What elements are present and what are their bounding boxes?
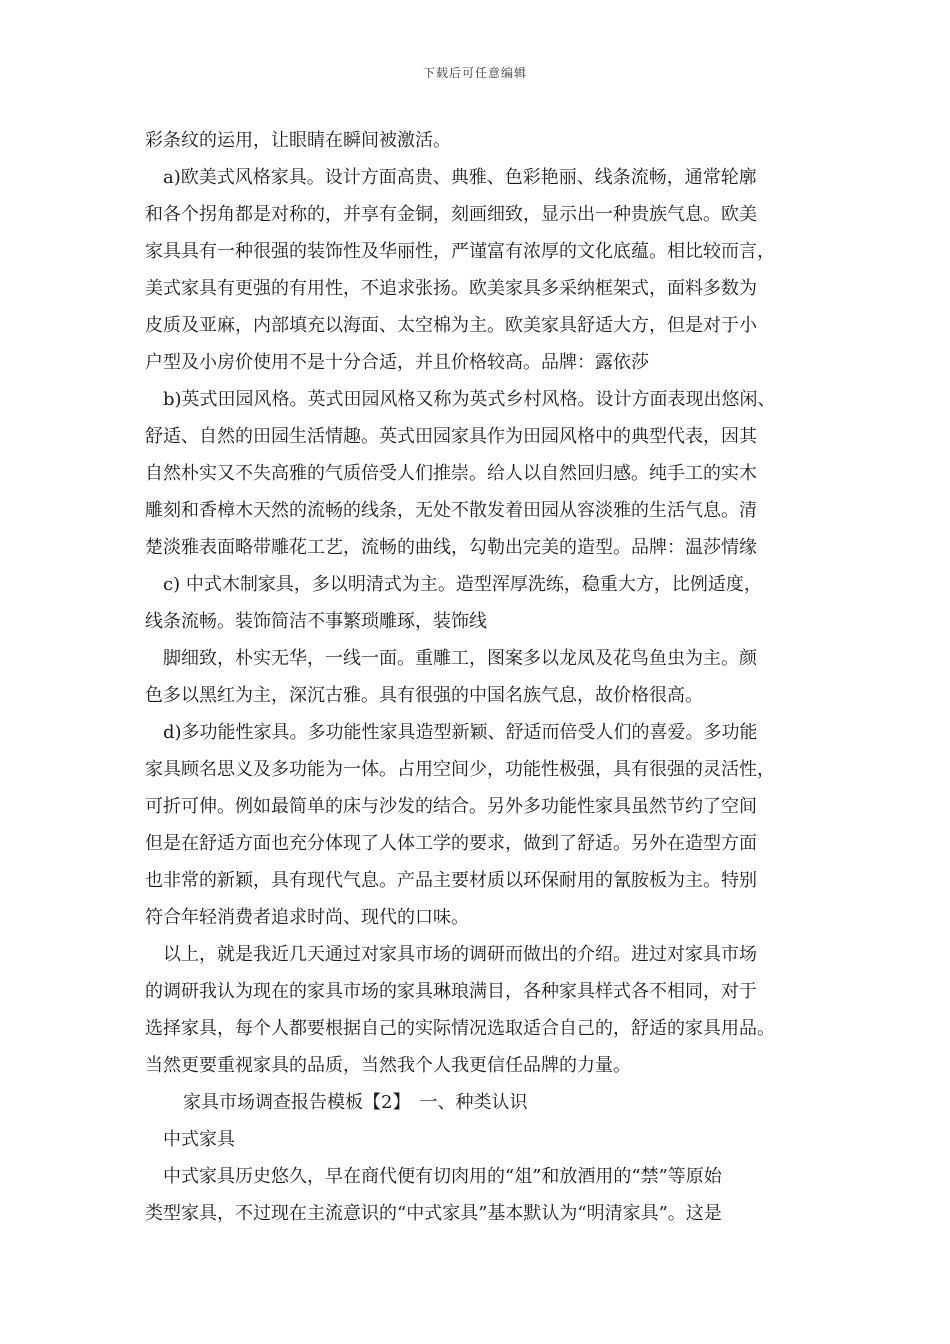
text-line: c) 中式木制家具，多以明清式为主。造型浑厚洗练，稳重大方，比例适度，: [163, 574, 762, 595]
text-line: 中式家具历史悠久，早在商代便有切肉用的“俎”和放酒用的“禁”等原始: [163, 1166, 722, 1187]
text-line: 类型家具，不过现在主流意识的“中式家具”基本默认为“明清家具”。这是: [145, 1203, 722, 1224]
text-line: a)欧美式风格家具。设计方面高贵、典雅、色彩艳丽、线条流畅，通常轮廓: [163, 167, 757, 188]
text-line: 符合年轻消费者追求时尚、现代的口味。: [145, 907, 469, 928]
text-line: 皮质及亚麻，内部填充以海面、太空棉为主。欧美家具舒适大方，但是对于小: [145, 315, 757, 336]
text-line: 色多以黑红为主，深沉古雅。具有很强的中国名族气息，故价格很高。: [145, 685, 703, 706]
text-line: b)英式田园风格。英式田园风格又称为英式乡村风格。设计方面表现出悠闲、: [163, 389, 776, 410]
text-line: 线条流畅。装饰简洁不事繁琐雕琢，装饰线: [145, 611, 487, 632]
document-body: [145, 122, 815, 1232]
text-line: 户型及小房价使用不是十分合适，并且价格较高。品牌：露依莎: [145, 352, 649, 373]
text-line: 自然朴实又不失高雅的气质倍受人们推崇。给人以自然回归感。纯手工的实木: [145, 463, 757, 484]
text-line: 家具具有一种很强的装饰性及华丽性，严谨富有浓厚的文化底蕴。相比较而言，: [145, 241, 775, 262]
text-line: 楚淡雅表面略带雕花工艺，流畅的曲线，勾勒出完美的造型。品牌：温莎情缘: [145, 537, 757, 558]
text-line: 选择家具，每个人都要根据自己的实际情况选取适合自己的，舒适的家具用品。: [145, 1018, 775, 1039]
text-line: d)多功能性家具。多功能性家具造型新颖、舒适而倍受人们的喜爱。多功能: [163, 722, 758, 743]
text-line: 舒适、自然的田园生活情趣。英式田园家具作为田园风格中的典型代表，因其: [145, 426, 757, 447]
text-line: 家具市场调查报告模板【2】 一、种类认识: [183, 1092, 528, 1113]
text-line: 和各个拐角都是对称的，并享有金铜，刻画细致，显示出一种贵族气息。欧美: [145, 204, 757, 225]
text-line: 彩条纹的运用，让眼睛在瞬间被激活。: [145, 130, 451, 151]
page-header: 下载后可任意编辑: [422, 66, 527, 80]
text-line: 以上，就是我近几天通过对家具市场的调研而做出的介绍。进过对家具市场: [163, 944, 757, 965]
text-line: 可折可伸。例如最简单的床与沙发的结合。另外多功能性家具虽然节约了空间: [145, 796, 757, 817]
text-line: 美式家具有更强的有用性，不追求张扬。欧美家具多采纳框架式，面料多数为: [145, 278, 757, 299]
text-line: 家具顾名思义及多功能为一体。占用空间少，功能性极强，具有很强的灵活性，: [145, 759, 775, 780]
text-line: 脚细致，朴实无华，一线一面。重雕工，图案多以龙凤及花鸟鱼虫为主。颜: [163, 648, 757, 669]
text-line: 也非常的新颖，具有现代气息。产品主要材质以环保耐用的氰胺板为主。特别: [145, 870, 757, 891]
text-line: 中式家具: [163, 1129, 235, 1150]
text-line: 但是在舒适方面也充分体现了人体工学的要求，做到了舒适。另外在造型方面: [145, 833, 757, 854]
text-line: 的调研我认为现在的家具市场的家具琳琅满目，各种家具样式各不相同，对于: [145, 981, 757, 1002]
text-line: 雕刻和香樟木天然的流畅的线条，无处不散发着田园从容淡雅的生活气息。清: [145, 500, 757, 521]
text-line: 当然更要重视家具的品质，当然我个人我更信任品牌的力量。: [145, 1055, 631, 1076]
